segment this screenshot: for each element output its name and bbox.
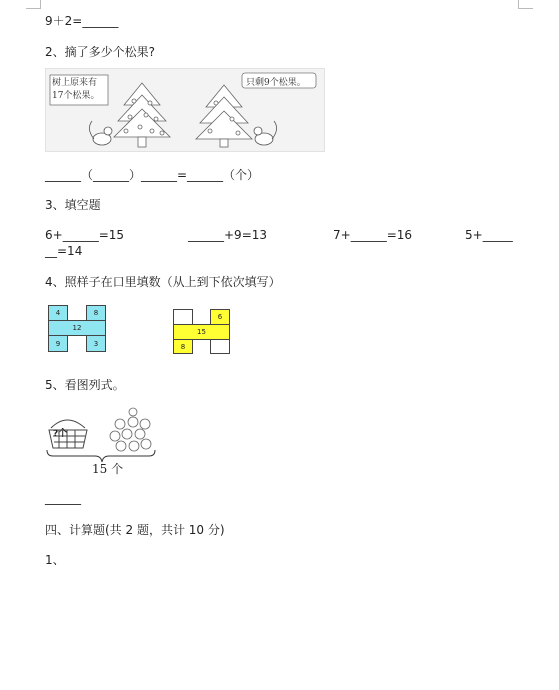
question-5-title: 5、看图列式。: [45, 378, 125, 392]
bubble-left-text: 树上原来有17个松果。: [52, 78, 100, 101]
total-count-label: 15 个: [92, 462, 124, 476]
fill-blank-item-1: 6+______=15: [45, 228, 125, 242]
apples-icon: [110, 408, 151, 451]
task-cell-bottom-right[interactable]: [210, 339, 230, 354]
example-cell-middle: 12: [48, 320, 106, 336]
pine-cone-illustration: [45, 68, 325, 152]
example-cell-top-left: 4: [48, 305, 68, 321]
section-4-title: 四、计算题(共 2 题，共计 10 分): [45, 523, 225, 537]
question-5-answer-line: ______: [45, 491, 81, 505]
example-cell-bottom-right: 3: [86, 335, 106, 352]
left-tree-icon: [114, 83, 170, 147]
fill-blank-item-3: 7+______=16: [333, 228, 413, 242]
question-3-title: 3、填空题: [45, 198, 101, 212]
fill-blank-item-4-wrap: __=14: [45, 244, 83, 258]
basket-unknown-label: ?个: [53, 429, 68, 439]
bubble-right-text: 只剩9个松果。: [246, 78, 306, 88]
task-cell-bottom-left: 8: [173, 339, 193, 354]
page-corner-mark-left: [26, 0, 41, 9]
fill-blank-item-2: ______+9=13: [188, 228, 268, 242]
example-cell-top-right: 8: [86, 305, 106, 321]
question-2-answer-line: ______（______）______=______（个）: [45, 168, 260, 182]
fill-blank-item-4: 5+_____: [465, 228, 513, 242]
question-4-title: 4、照样子在口里填数（从上到下依次填写）: [45, 275, 281, 289]
task-cell-top-right: 6: [210, 309, 230, 325]
basket-picture: [45, 404, 160, 476]
example-cell-bottom-left: 9: [48, 335, 68, 352]
page-corner-mark-right: [518, 0, 533, 9]
question-2-title: 2、摘了多少个松果?: [45, 45, 156, 59]
task-cell-middle: 15: [173, 324, 230, 340]
squirrel-left-icon: [89, 121, 112, 145]
task-cell-top-left[interactable]: [173, 309, 193, 325]
squirrel-right-icon: [254, 121, 277, 145]
section-4-question-1: 1、: [45, 553, 65, 567]
question-line-top: 9＋2=______: [45, 14, 119, 28]
right-tree-icon: [196, 85, 252, 147]
